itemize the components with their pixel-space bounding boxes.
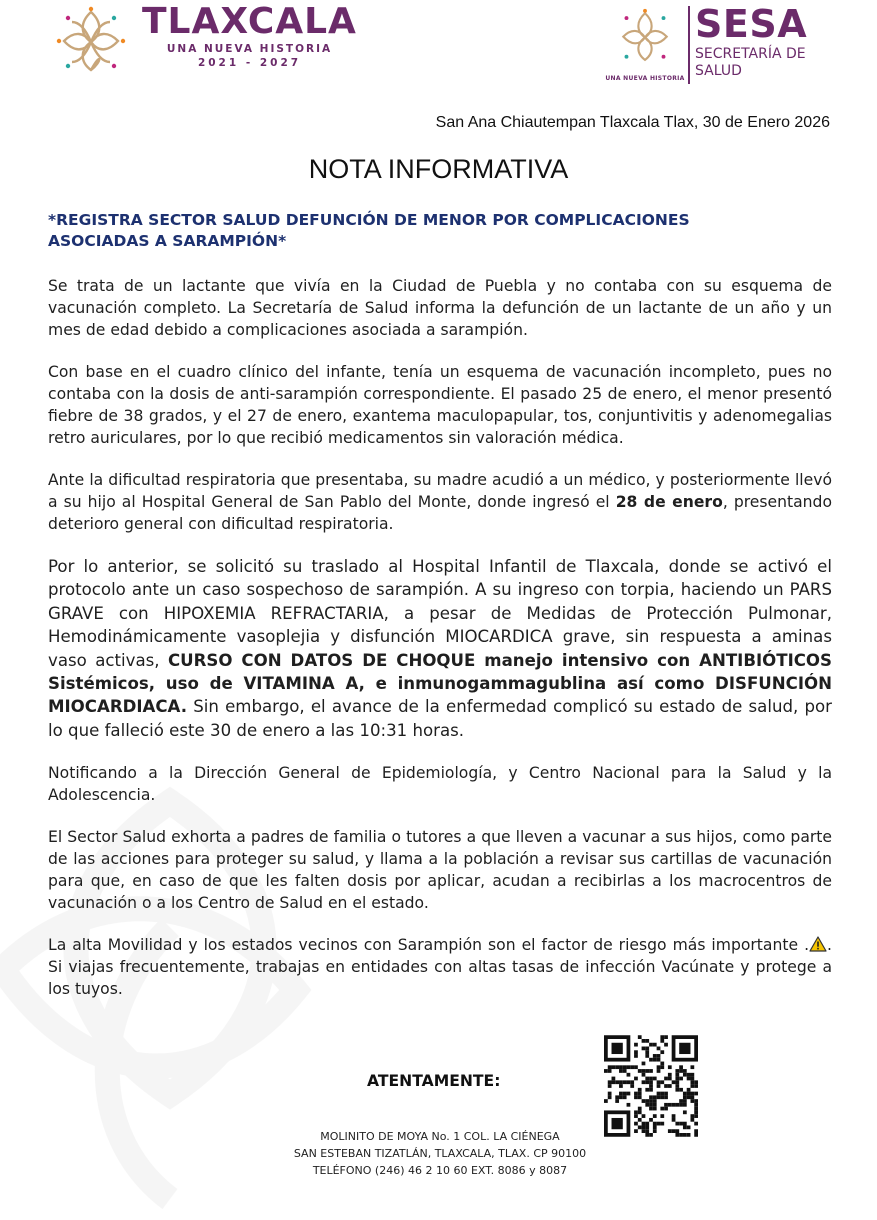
brand-line-1: SECRETARÍA DE bbox=[695, 46, 806, 62]
paragraph-6: El Sector Salud exhorta a padres de familia o tutores a que lleven a vacunar a sus hijos, como parte de las acciones para proteger su salud, y llama a la población a revisar sus cartillas de vacunación para que, en caso de que les falten dosis por aplicar, acudan a recibirlas a los macrocentros de vacunación o a los Centro de Salud en el estado. bbox=[48, 828, 832, 913]
sesa-flower-emblem-icon bbox=[612, 6, 678, 64]
paragraph-4-text-b: Sin embargo, el avance de la enfermedad complicó su estado de salud, por lo que falleció este 30 de enero a las 10:31 horas. bbox=[48, 697, 832, 740]
brand-name-left: TLAXCALA bbox=[142, 1, 357, 42]
brand-years-left: 2021 - 2027 bbox=[197, 57, 302, 69]
paragraph-7 bbox=[48, 934, 832, 1000]
brand-tagline-left: UNA NUEVA HISTORIA bbox=[166, 43, 333, 55]
sesa-brand bbox=[695, 2, 845, 80]
page-header bbox=[0, 0, 877, 100]
footer-line-3: TELÉFONO (246) 46 2 10 60 EXT. 8086 y 8087 bbox=[312, 1164, 568, 1177]
paragraph-4-bold: CURSO CON DATOS DE CHOQUE manejo intensivo con ANTIBIÓTICOS Sistémicos, uso de VITAMINA A, e inmunogammagublina así como DISFUNCIÓN MIOCARDIACA. bbox=[48, 650, 832, 717]
tlaxcala-brand bbox=[142, 2, 357, 69]
paragraph-2: Con base en el cuadro clínico del infante, tenía un esquema de vacunación incompleto, pues no contaba con la dosis de anti-sarampión correspondiente. El pasado 25 de enero, el menor presentó fiebre de 38 grados, y el 27 de enero, exantema maculopapular, tos, conjuntivitis y adenomegalias retro auriculares, por lo que recibió medicamentos sin valoración médica. bbox=[48, 363, 832, 447]
paragraph-4-text-a: Por lo anterior, se solicitó su traslado al Hospital Infantil de Tlaxcala, donde se activó el protocolo ante un caso sospechoso de sarampión. A su ingreso con torpia, haciendo un PARS GRAVE con HIPOXEMIA REFRACTARIA, a pesar de Medidas de Protección Pulmonar, Hemodinámicamente vasoplejia y disfunción MIOCARDICA grave, sin respuesta a aminas vaso activas, bbox=[48, 557, 832, 670]
date-line: San Ana Chiautempan Tlaxcala Tlax, 30 de Enero 2026 bbox=[435, 114, 830, 131]
footer-line-2: SAN ESTEBAN TIZATLÁN, TLAXCALA, TLAX. CP 90100 bbox=[293, 1147, 587, 1160]
footer-line-1: MOLINITO DE MOYA No. 1 COL. LA CIÉNEGA bbox=[320, 1130, 560, 1143]
brand-name-right: SESA bbox=[695, 2, 808, 46]
footer-address bbox=[240, 1128, 640, 1179]
sesa-logo-caption: UNA NUEVA HISTORIA bbox=[605, 75, 685, 82]
headline: *REGISTRA SECTOR SALUD DEFUNCIÓN DE MENOR POR COMPLICACIONES ASOCIADAS A SARAMPIÓN* bbox=[48, 211, 690, 250]
signature-line: ATENTAMENTE: bbox=[367, 1072, 501, 1090]
paragraph-3-bold: 28 de enero bbox=[615, 493, 723, 511]
paragraph-7-text-b: . Si viajas frecuentemente, trabajas en entidades con altas tasas de infección Vacúnate y protege a los tuyos. bbox=[48, 936, 832, 999]
brand-line-2: SALUD bbox=[695, 63, 742, 79]
header-divider bbox=[688, 6, 690, 84]
paragraph-3-text-b: , presentando deterioro general con dificultad respiratoria. bbox=[48, 493, 832, 533]
paragraph-1: Se trata de un lactante que vivía en la Ciudad de Puebla y no contaba con su esquema de vacunación completo. La Secretaría de Salud informa la defunción de un lactante de un año y un mes de edad debido a complicaciones asociada a sarampión. bbox=[48, 277, 832, 339]
warning-triangle-icon bbox=[809, 936, 827, 952]
paragraph-7-text-a: La alta Movilidad y los estados vecinos con Sarampión son el factor de riesgo más importante . bbox=[48, 936, 810, 955]
document-body bbox=[48, 275, 832, 1020]
paragraph-5: Notificando a la Dirección General de Epidemiología, y Centro Nacional para la Salud y la Adolescencia. bbox=[48, 764, 832, 805]
paragraph-3-text-a: Ante la dificultad respiratoria que presentaba, su madre acudió a un médico, y posteriormente llevó a su hijo al Hospital General de San Pablo del Monte, donde ingresó el bbox=[48, 471, 832, 511]
tlaxcala-flower-emblem-icon bbox=[50, 4, 132, 74]
paragraph-3 bbox=[48, 469, 832, 535]
document-title: NOTA INFORMATIVA bbox=[308, 154, 569, 184]
paragraph-4 bbox=[48, 555, 832, 742]
qr-code-icon[interactable] bbox=[604, 1034, 698, 1138]
